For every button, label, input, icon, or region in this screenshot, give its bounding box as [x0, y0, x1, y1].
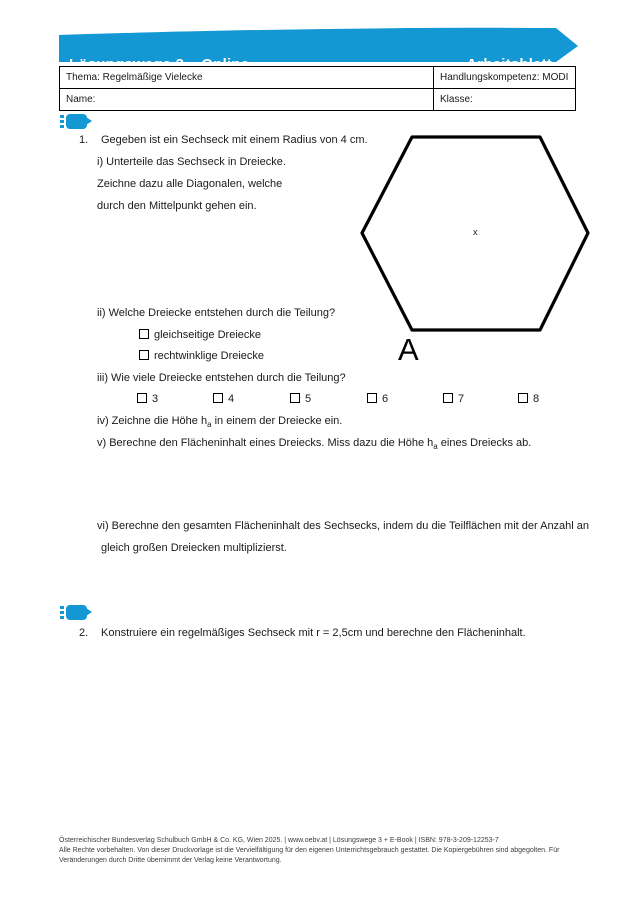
exercise1-line-ii: ii) Welche Dreiecke entstehen durch die Teilung? — [97, 307, 336, 319]
exercise1-line-i: i) Unterteile das Sechseck in Dreiecke. — [97, 156, 286, 168]
name-cell: Name: — [60, 89, 434, 111]
thema-cell: Thema: Regelmäßige Vielecke — [60, 67, 434, 89]
line-iv-sub: a — [207, 420, 212, 430]
table-row — [60, 67, 576, 89]
marker-dots — [60, 606, 64, 619]
worksheet-badge: Arbeitsblatt — [466, 56, 552, 73]
count-option-5 — [290, 393, 311, 405]
task-marker-icon — [60, 605, 92, 620]
exercise1-line-iii: iii) Wie viele Dreiecke entstehen durch die Teilung? — [97, 372, 346, 384]
klasse-cell: Klasse: — [434, 89, 576, 111]
exercise1-line-vi-1: vi) Berechne den gesamten Flächeninhalt des Sechsecks, indem du die Teilflächen mit der Anzahl an — [97, 520, 590, 532]
option-gleichseitig — [139, 329, 261, 341]
option-label: gleichseitige Dreiecke — [154, 329, 261, 341]
footer-line-2: Alle Rechte vorbehalten. Von dieser Druckvorlage ist die Vervielfältigung für den eigenen Unterrichtsgebrauch gestattet. Die Kopiergebühren sind abgegolten. Für — [59, 847, 560, 854]
header-banner — [59, 22, 578, 73]
checkbox[interactable] — [213, 393, 223, 403]
checkbox[interactable] — [518, 393, 528, 403]
exercise1-line-v — [97, 437, 531, 451]
exercise2-text: Konstruiere ein regelmäßiges Sechseck mit r = 2,5cm und berechne den Flächeninhalt. — [101, 627, 526, 639]
count-option-6 — [367, 393, 388, 405]
line-iv-pre: iv) Zeichne die Höhe h — [97, 415, 208, 427]
marker-dots — [60, 115, 64, 128]
hexagon-center-mark: x — [473, 227, 478, 237]
checkbox[interactable] — [367, 393, 377, 403]
checkbox[interactable] — [137, 393, 147, 403]
line-v-post: eines Dreiecks ab. — [437, 437, 532, 449]
marker-body — [66, 114, 87, 129]
line-v-sub: a — [433, 442, 438, 452]
count-label: 7 — [458, 393, 465, 405]
exercise1-line-i3: durch den Mittelpunkt gehen ein. — [97, 200, 257, 212]
checkbox[interactable] — [290, 393, 300, 403]
kompetenz-cell: Handlungskompetenz: MODI — [434, 67, 576, 89]
count-label: 4 — [228, 393, 235, 405]
count-label: 3 — [152, 393, 159, 405]
count-label: 8 — [533, 393, 540, 405]
checkbox[interactable] — [443, 393, 453, 403]
info-table — [59, 66, 576, 111]
exercise1-line-vi-2: gleich großen Dreiecken multiplizierst. — [101, 542, 287, 554]
count-label: 6 — [382, 393, 389, 405]
page-title: Lösungswege 3 – Online — [69, 56, 250, 73]
line-iv-post: in einem der Dreiecke ein. — [211, 415, 343, 427]
table-row — [60, 89, 576, 111]
marker-tip — [86, 117, 92, 125]
count-option-4 — [213, 393, 234, 405]
count-option-3 — [137, 393, 158, 405]
count-label: 5 — [305, 393, 312, 405]
checkbox[interactable] — [139, 329, 149, 339]
option-rechtwinklig — [139, 350, 264, 362]
exercise1-intro: Gegeben ist ein Sechseck mit einem Radius von 4 cm. — [101, 134, 368, 146]
count-options-row — [0, 393, 640, 407]
line-v-pre: v) Berechne den Flächeninhalt eines Dreiecks. Miss dazu die Höhe h — [97, 437, 434, 449]
footer — [59, 836, 581, 866]
count-option-7 — [443, 393, 464, 405]
exercise1-number: 1. — [79, 134, 89, 146]
option-label: rechtwinklige Dreiecke — [154, 350, 265, 362]
hexagon-label: A — [398, 332, 419, 367]
exercise1-line-i2: Zeichne dazu alle Diagonalen, welche — [97, 178, 283, 190]
checkbox[interactable] — [139, 350, 149, 360]
exercise2-number: 2. — [79, 627, 89, 639]
count-option-8 — [518, 393, 539, 405]
marker-body — [66, 605, 87, 620]
hexagon-figure — [354, 128, 598, 373]
marker-tip — [86, 608, 92, 616]
task-marker-icon — [60, 114, 92, 129]
footer-line-1: Österreichischer Bundesverlag Schulbuch GmbH & Co. KG, Wien 2025. | www.oebv.at | Lösungswege 3 + E-Book | ISBN: 978-3-209-12253-7 — [59, 837, 499, 844]
exercise1-line-iv — [97, 415, 342, 429]
footer-line-3: Veränderungen durch Dritte übernimmt der Verlag keine Verantwortung. — [59, 857, 282, 864]
